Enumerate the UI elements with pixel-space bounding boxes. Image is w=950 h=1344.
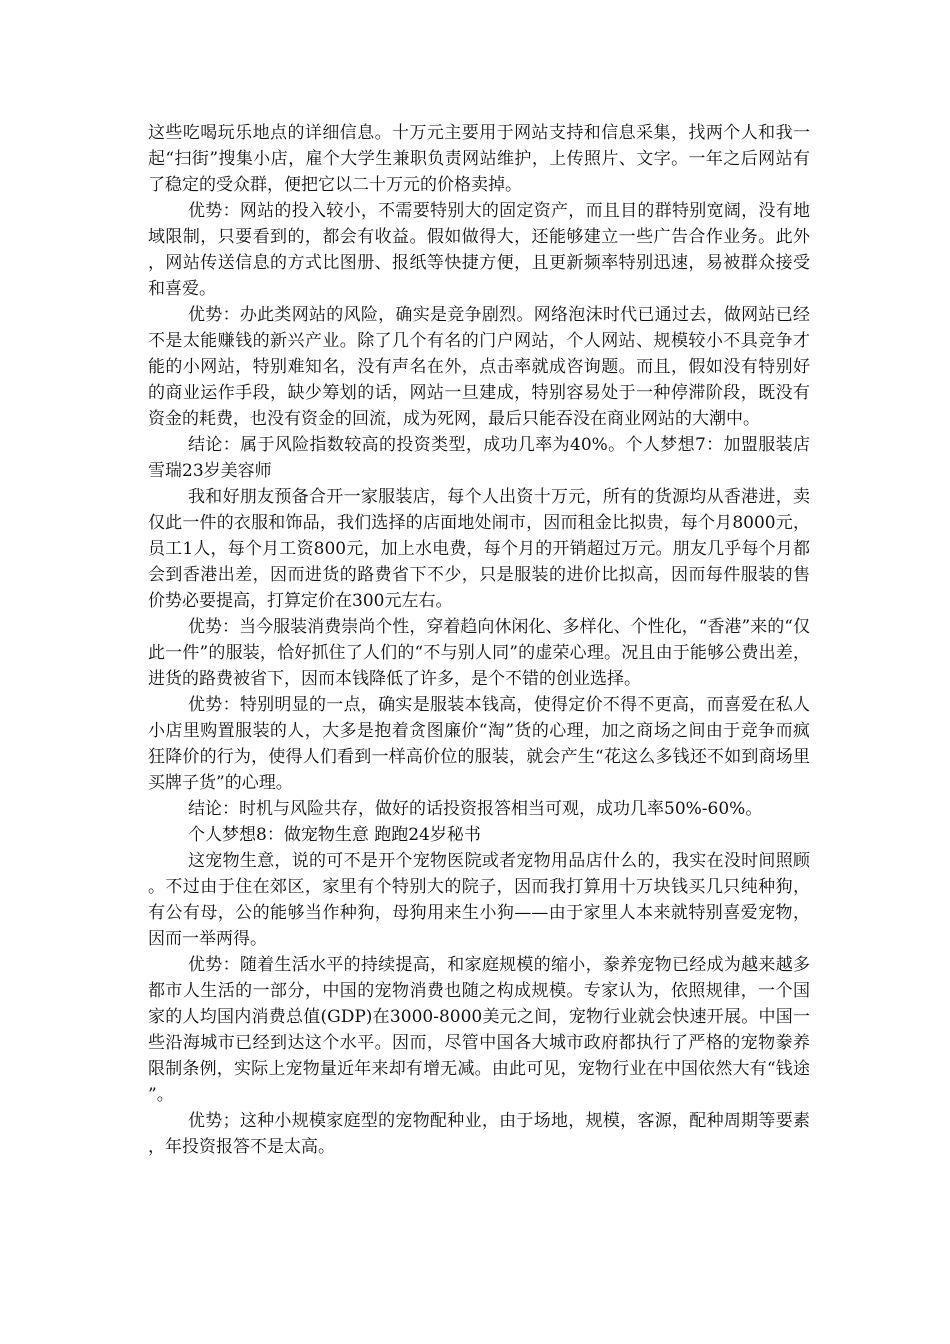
document-body (148, 120, 810, 1160)
paragraph: 优势；这种小规模家庭型的宠物配种业，由于场地，规模，客源，配种周期等要素，年投资报答不是太高。 (148, 1111, 810, 1157)
paragraph: 这些吃喝玩乐地点的详细信息。十万元主要用于网站支持和信息采集，找两个人和我一起“扫街”搜集小店，雇个大学生兼职负责网站维护，上传照片、文字。一年之后网站有了稳定的受众群，便把它以二十万元的价格卖掉。 (148, 123, 810, 195)
paragraph: 结论：时机与风险共存，做好的话投资报答相当可观，成功几率50%-60%。 (188, 799, 763, 819)
paragraph: 结论：属于风险指数较高的投资类型，成功几率为40%。个人梦想7：加盟服装店 雪瑞23岁美容师 (148, 435, 810, 481)
paragraph: 优势：当今服装消费崇尚个性，穿着趋向休闲化、多样化、个性化，“香港”来的“仅此一件”的服装，恰好抓住了人们的“不与别人同”的虚荣心理。况且由于能够公费出差，进货的路费被省下，因而本钱降低了许多，是个不错的创业选择。 (148, 617, 810, 689)
paragraph: 优势：随着生活水平的持续提高，和家庭规模的缩小，豢养宠物已经成为越来越多都市人生活的一部分，中国的宠物消费也随之构成规模。专家认为，依照规律，一个国家的人均国内消费总值(GDP)在3000-8000美元之间，宠物行业就会快速开展。中国一些沿海城市已经到达这个水平。因而，尽管中国各大城市政府都执行了严格的宠物豢养限制条例，实际上宠物量近年来却有增无减。由此可见，宠物行业在中国依然大有“钱途”。 (148, 955, 810, 1105)
paragraph: 优势：特别明显的一点，确实是服装本钱高，使得定价不得不更高，而喜爱在私人小店里购置服装的人，大多是抱着贪图廉价“淘”货的心理，加之商场之间由于竞争而疯狂降价的行为，使得人们看到一样高价位的服装，就会产生“花这么多钱还不如到商场里买牌子货”的心理。 (148, 695, 810, 793)
paragraph: 优势：网站的投入较小，不需要特别大的固定资产，而且目的群特别宽阔，没有地域限制，只要看到的，都会有收益。假如做得大，还能够建立一些广告合作业务。此外，网站传送信息的方式比图册、报纸等快捷方便，且更新频率特别迅速，易被群众接受和喜爱。 (148, 201, 810, 299)
paragraph: 这宠物生意，说的可不是开个宠物医院或者宠物用品店什么的，我实在没时间照顾。不过由于住在郊区，家里有个特别大的院子，因而我打算用十万块钱买几只纯种狗，有公有母，公的能够当作种狗，母狗用来生小狗——由于家里人本来就特别喜爱宠物，因而一举两得。 (148, 851, 810, 949)
paragraph: 我和好朋友预备合开一家服装店，每个人出资十万元，所有的货源均从香港进，卖仅此一件的衣服和饰品，我们选择的店面地处闹市，因而租金比拟贵，每个月8000元，员工1人，每个月工资800元，加上水电费，每个月的开销超过万元。朋友几乎每个月都会到香港出差，因而进货的路费省下不少，只是服装的进价比拟高，因而每件服装的售价势必要提高，打算定价在300元左右。 (148, 487, 810, 611)
paragraph: 优势：办此类网站的风险，确实是竞争剧烈。网络泡沫时代已通过去，做网站已经不是太能赚钱的新兴产业。除了几个有名的门户网站，个人网站、规模较小不具竞争才能的小网站，特别难知名，没有声名在外，点击率就成咨询题。而且，假如没有特别好的商业运作手段，缺少筹划的话，网站一旦建成，特别容易处于一种停滞阶段，既没有资金的耗费，也没有资金的回流，成为死网，最后只能吞没在商业网站的大潮中。 (148, 305, 810, 429)
section-heading: 个人梦想8：做宠物生意 跑跑24岁秘书 (188, 825, 481, 845)
